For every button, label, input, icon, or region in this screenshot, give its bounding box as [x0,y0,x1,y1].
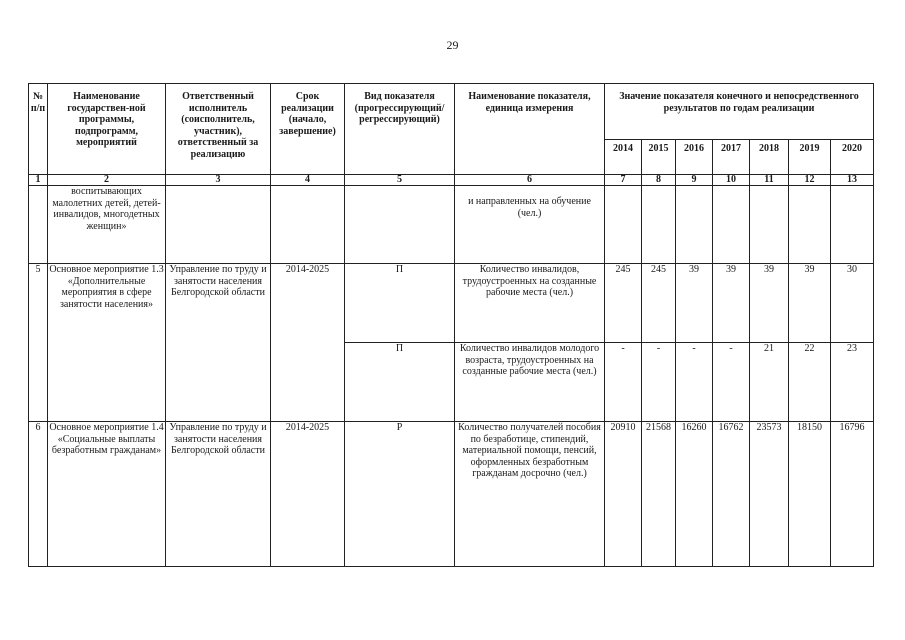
row-responsible: Управление по труду и занятости населения Белгородской области [166,264,271,422]
value-cell: 30 [831,264,874,343]
value-cell: 245 [605,264,642,343]
indicator-type: П [345,264,455,343]
value-cell: - [605,343,642,422]
indicator-type: Р [345,422,455,567]
header-year: 2020 [831,140,874,175]
table-row [29,422,874,567]
indicators-table [28,83,874,567]
value-cell: 22 [789,343,831,422]
column-number: 12 [789,175,831,186]
column-number: 8 [642,175,676,186]
header-col-num: № п/п [29,84,48,175]
indicator-text: Количество получателей пособия по безработице, стипендий, материальной помощи, пенсий, оформленных безработным гражданам досрочно (чел.) [455,422,605,567]
row-number: 6 [29,422,48,567]
column-number: 10 [713,175,750,186]
value-cell: 16260 [676,422,713,567]
continuation-indicator: и направленных на обучение (чел.) [455,186,605,264]
header-year: 2014 [605,140,642,175]
row-number: 5 [29,264,48,422]
header-col-name: Наименование государствен-ной программы, подпрограмм, мероприятий [48,84,166,175]
value-cell: 16796 [831,422,874,567]
column-number: 9 [676,175,713,186]
column-number: 5 [345,175,455,186]
row-name: Основное мероприятие 1.3 «Дополнительные мероприятия в сфере занятости населения» [48,264,166,422]
value-cell: 21 [750,343,789,422]
value-cell: - [713,343,750,422]
value-cell: 39 [676,264,713,343]
page-number: 29 [446,38,459,52]
value-cell: 39 [713,264,750,343]
header-year: 2016 [676,140,713,175]
header-year: 2018 [750,140,789,175]
column-number: 1 [29,175,48,186]
value-cell: 39 [789,264,831,343]
value-cell: 39 [750,264,789,343]
header-col-period: Срок реализации (начало, завершение) [271,84,345,175]
indicator-text: Количество инвалидов, трудоустроенных на созданные рабочие места (чел.) [455,264,605,343]
header-row [29,84,874,140]
value-cell: 18150 [789,422,831,567]
header-col-type: Вид показателя (прогрессирующий/ регрессирующий) [345,84,455,175]
column-number: 3 [166,175,271,186]
value-cell: - [642,343,676,422]
value-cell: 20910 [605,422,642,567]
header-year: 2017 [713,140,750,175]
row-responsible: Управление по труду и занятости населения Белгородской области [166,422,271,567]
value-cell: 245 [642,264,676,343]
indicator-type: П [345,343,455,422]
value-cell: - [676,343,713,422]
column-numbers-row [29,175,874,186]
header-year: 2015 [642,140,676,175]
column-number: 6 [455,175,605,186]
table-row [29,264,874,343]
column-number: 2 [48,175,166,186]
header-year: 2019 [789,140,831,175]
value-cell: 16762 [713,422,750,567]
header-col-indicator: Наименование показателя, единица измерения [455,84,605,175]
row-period: 2014-2025 [271,422,345,567]
column-number: 11 [750,175,789,186]
column-number: 4 [271,175,345,186]
continuation-name: воспитывающих малолетних детей, детей-инвалидов, многодетных женщин» [48,186,166,264]
row-name: Основное мероприятие 1.4 «Социальные выплаты безработным гражданам» [48,422,166,567]
header-col-responsible: Ответственный исполнитель (соисполнитель, участник), ответственный за реализацию [166,84,271,175]
header-col-values: Значение показателя конечного и непосредственного результатов по годам реализации [605,84,874,140]
column-number: 13 [831,175,874,186]
value-cell: 21568 [642,422,676,567]
value-cell: 23 [831,343,874,422]
indicator-text: Количество инвалидов молодого возраста, трудоустроенных на созданные рабочие места (чел.) [455,343,605,422]
row-period: 2014-2025 [271,264,345,422]
value-cell: 23573 [750,422,789,567]
column-number: 7 [605,175,642,186]
continuation-row [29,186,874,264]
